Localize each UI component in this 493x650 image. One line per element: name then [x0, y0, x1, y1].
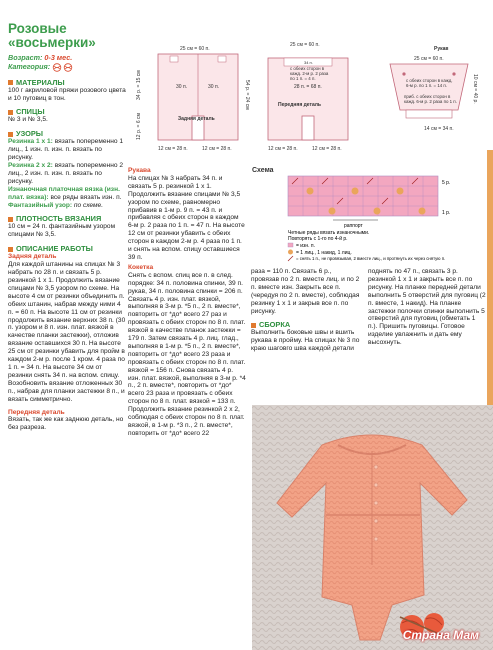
back-right-count: 30 п.	[208, 84, 220, 90]
back-bottom-right: 12 см = 28 п.	[202, 146, 232, 152]
needles-heading: СПИЦЫ	[8, 107, 126, 116]
rib11-pattern: Резинка 1 х 1: вязать попеременно 1 лиц., 1 изн. п. изн. п. вязать по рисунку.	[8, 138, 123, 162]
back-diagram	[136, 46, 250, 152]
needles-text: № 3 и № 3,5.	[8, 116, 48, 124]
key-decrease: = снять 1 п., не провязывая, 2 вместе лиц., и протянуть их через снятую п.	[296, 256, 446, 261]
row-marker-1: 1 р.	[442, 210, 451, 216]
sleeve-height: 10 см = 40 р.	[472, 74, 478, 104]
decrease-key-icon	[288, 256, 293, 261]
density-text: 10 см = 24 п. фантазийным узором спицами № 3,5.	[8, 223, 116, 239]
category-line: Категория:	[8, 62, 126, 72]
bullet-icon	[8, 110, 13, 115]
front-top-width: 25 см = 60 п.	[290, 42, 320, 48]
front-top-count: 34 п.	[304, 60, 313, 65]
right-column-a	[251, 268, 361, 353]
sleeve-note-2: 6-м р. по 1 п. = 14 п.	[406, 83, 448, 88]
key-yarnover: = 1 лиц., 1 накид, 1 лиц.	[296, 250, 352, 256]
row-marker-5: 5 р.	[442, 180, 451, 186]
back-label: Задняя деталь	[178, 116, 215, 122]
scheme-grid	[288, 176, 438, 216]
materials-text: 100 г акриловой пряжи розового цвета и 10 пуговиц в тон.	[8, 86, 126, 102]
front-bottom-right: 12 см = 28 п.	[312, 146, 342, 152]
sleeve-heading: Рукава	[128, 167, 151, 174]
bullet-icon	[8, 247, 13, 252]
difficulty-yarn-icon	[52, 63, 76, 72]
purl-key-icon	[288, 243, 293, 247]
back-left-height: 34 р. = 15 см	[136, 70, 142, 100]
back-left-bottom: 12 р. = 6 см	[136, 113, 142, 140]
rib22-pattern: Резинка 2 х 2: вязать попеременно 2 лиц., 2 изн. п. изн. п. вязать по рисунку.	[8, 162, 123, 185]
front-note-1: с обеих сторон в	[290, 66, 325, 71]
bullet-icon	[8, 217, 13, 222]
scheme-block	[252, 167, 488, 265]
sleeve-note-3: приб. с обеих сторон в	[404, 94, 451, 99]
fancy-pattern: Фантазийный узор: по схеме.	[8, 201, 104, 209]
sleeve-top-width: 25 см = 60 п.	[414, 56, 444, 62]
density-heading: ПЛОТНОСТЬ ВЯЗАНИЯ	[8, 214, 126, 223]
sleeve-text: На спицах № 3 набрать 34 п. и связать 5 р. резинкой 1 х 1. Продолжить вязание спицами № 3,5 узором по схеме, равномерно прибавив в 1-м р. 9 п. = 43 п. и прибавляя с обеих сторон в каждом 6-м р. 2 раза по 1 п. = 47 п. На высоте 12 см от резинки убавить с обеих сторон в каждом 2-м р. 4 раза по 1 п. и снять на вспом. спицу оставшиеся 39 п.	[128, 174, 245, 261]
age-line: Возраст: 0-3 мес.	[8, 53, 73, 62]
work-heading: ОПИСАНИЕ РАБОТЫ	[8, 244, 126, 253]
right-column-b	[368, 268, 486, 347]
front-text: Вязать, так же как заднюю деталь, но без разреза.	[8, 416, 124, 432]
romper-illustration	[252, 405, 493, 650]
sleeve-diagram	[390, 46, 478, 132]
materials-heading: МАТЕРИАЛЫ	[8, 78, 126, 87]
purl-pattern: Изнаночная платочная вязка (изн. плат. вязка): все ряды вязать изн. п.	[8, 185, 122, 201]
finishing-text: поднять по 47 п., связать 3 р. резинкой 1 х 1 и закрыть все п. по рисунку. На планке передней детали выполнить 5 отверстий для пуговиц (2 п. вместе, 1 накид). На планке застежки полочки спинки выполнить 5 отверстий для пуговиц (обметать 1 п.). Пришить пуговицы. Готовое изделие увлажнить и дать ему высохнуть.	[368, 268, 486, 347]
back-left-count: 30 п.	[176, 84, 188, 90]
yarnover-key-icon	[288, 250, 293, 255]
front-bottom-left: 12 см = 28 п.	[268, 146, 298, 152]
front-note-2: кажд. 2-м р. 2 раза	[290, 71, 329, 76]
watermark: Страна Мам	[402, 628, 479, 642]
scheme-legend-2: Повторять с 1-го по 4-й р.	[288, 236, 348, 242]
finish-text: раза = 110 п. Связать 6 р., провязав по 2 п. вместе лиц. и по 2 п. вместе изн. Закрыть все п. (чередуя по 2 п. вместе), соблюдая резинку 1 х 1 и закрыв все п. по рисунку.	[251, 268, 360, 315]
scheme-chart	[252, 174, 488, 262]
assembly-text: Выполнить боковые швы и вшить рукава в пройму. На спицах № 3 по краю шаговго шва каждой детали	[251, 329, 360, 353]
yoke-text: Снять с вспом. спиц все п. в след. порядке: 34 п. половина спинки, 39 п. рукав, 34 п. половина спинки = 206 п. Связать 4 р. изн. плат. вязкой, выполняя в 3-м р. *5 п., 2 п. вместе*, повторить от *до* всего 27 раз и провязать с обеих сторон по 8 п. плат. вязкой в качестве планок застежки = 179 п. Затем связать 4 р. лиц. глад., выполняя в 1-м р. *5 п., 2 п. вместе*, повторить от *до* всего 23 раза и провязать с обеих сторон по 8 п. плат. вязкой = 156 п. Снова связать 4 р. изн. плат. вязкой, выполняя в 3-м р. *4 п., 2 п. вместе*, повторить от *до* всего 23 раза и провязать с обеих сторон по 8 п. плат. вязкой = 133 п. Продолжить вязание резинкой 2 х 2, соблюдая с обеих сторон по 8 п. плат. вязкой, в 1-м р. *3 п., 2 п. вместе*, повторить от *до* всего 22	[128, 271, 246, 437]
key-purl: = изн. п.	[296, 243, 316, 249]
left-column	[8, 22, 126, 432]
sleeve-bottom-width: 14 см = 34 п.	[424, 126, 454, 132]
back-bottom-left: 12 см = 28 п.	[158, 146, 188, 152]
repeat-label: раппорт	[344, 223, 363, 229]
bullet-icon	[8, 80, 13, 85]
patterns-heading: УЗОРЫ	[8, 129, 126, 138]
middle-column	[128, 167, 246, 438]
bullet-icon	[8, 132, 13, 137]
bullet-icon	[251, 323, 256, 328]
back-heading: Задняя деталь	[8, 253, 57, 261]
sleeve-note-1: с обеих сторон в кажд.	[406, 78, 453, 83]
page-title: Розовые «восьмерки»	[8, 21, 96, 50]
front-note-3: по 1 п. = 4 п.	[290, 76, 316, 81]
sleeve-label: Рукав	[434, 46, 449, 52]
scheme-legend-1: Четные ряды вязать изнаночными.	[288, 230, 370, 236]
pattern-diagrams	[128, 40, 490, 162]
front-heading: Передняя деталь	[8, 408, 65, 416]
sleeve-note-4: кажд. 6-м р. 2 раза по 1 п.	[404, 99, 457, 104]
back-right-height: 54 р. = 24 см	[244, 80, 250, 110]
yoke-heading: Кокетка	[128, 263, 154, 271]
front-label: Передняя деталь	[278, 102, 321, 108]
back-top-width: 25 см = 60 п.	[180, 46, 210, 52]
assembly-heading: СБОРКА	[251, 320, 361, 329]
front-diagram	[268, 42, 348, 152]
back-text: Для каждой штанины на спицах № 3 набрать по 28 п. и связать 5 р. резинкой 1 х 1. Продолжить вязание спицами № 3,5 узором по схеме. На высоте 4 см от резинки объединить п. обеих штанин, набрав между ними 4 п. = 60 п. На высоте 11 см от резинки продолжить вязание верхних 38 п. (30 п. узором и 8 п. изн. плат. вязкой в качестве планки застежки), отложив вязание оставшихся 30 п. На высоте 25 см от резинки убавить для пройм в каждом 2-м р. после 1 кром. 4 раза по 1 п. = 34 п. На высоте 34 см от резинки снять 34 п. на вспом. спицу. Возобновить вязание отложенных 30 п., набрав для планки застежки 8 п., и вязать симметрично.	[8, 261, 126, 403]
garment-photo	[252, 405, 493, 650]
front-mid-width: 28 п. = 68 п.	[294, 84, 322, 90]
scheme-title: Схема	[252, 167, 274, 174]
